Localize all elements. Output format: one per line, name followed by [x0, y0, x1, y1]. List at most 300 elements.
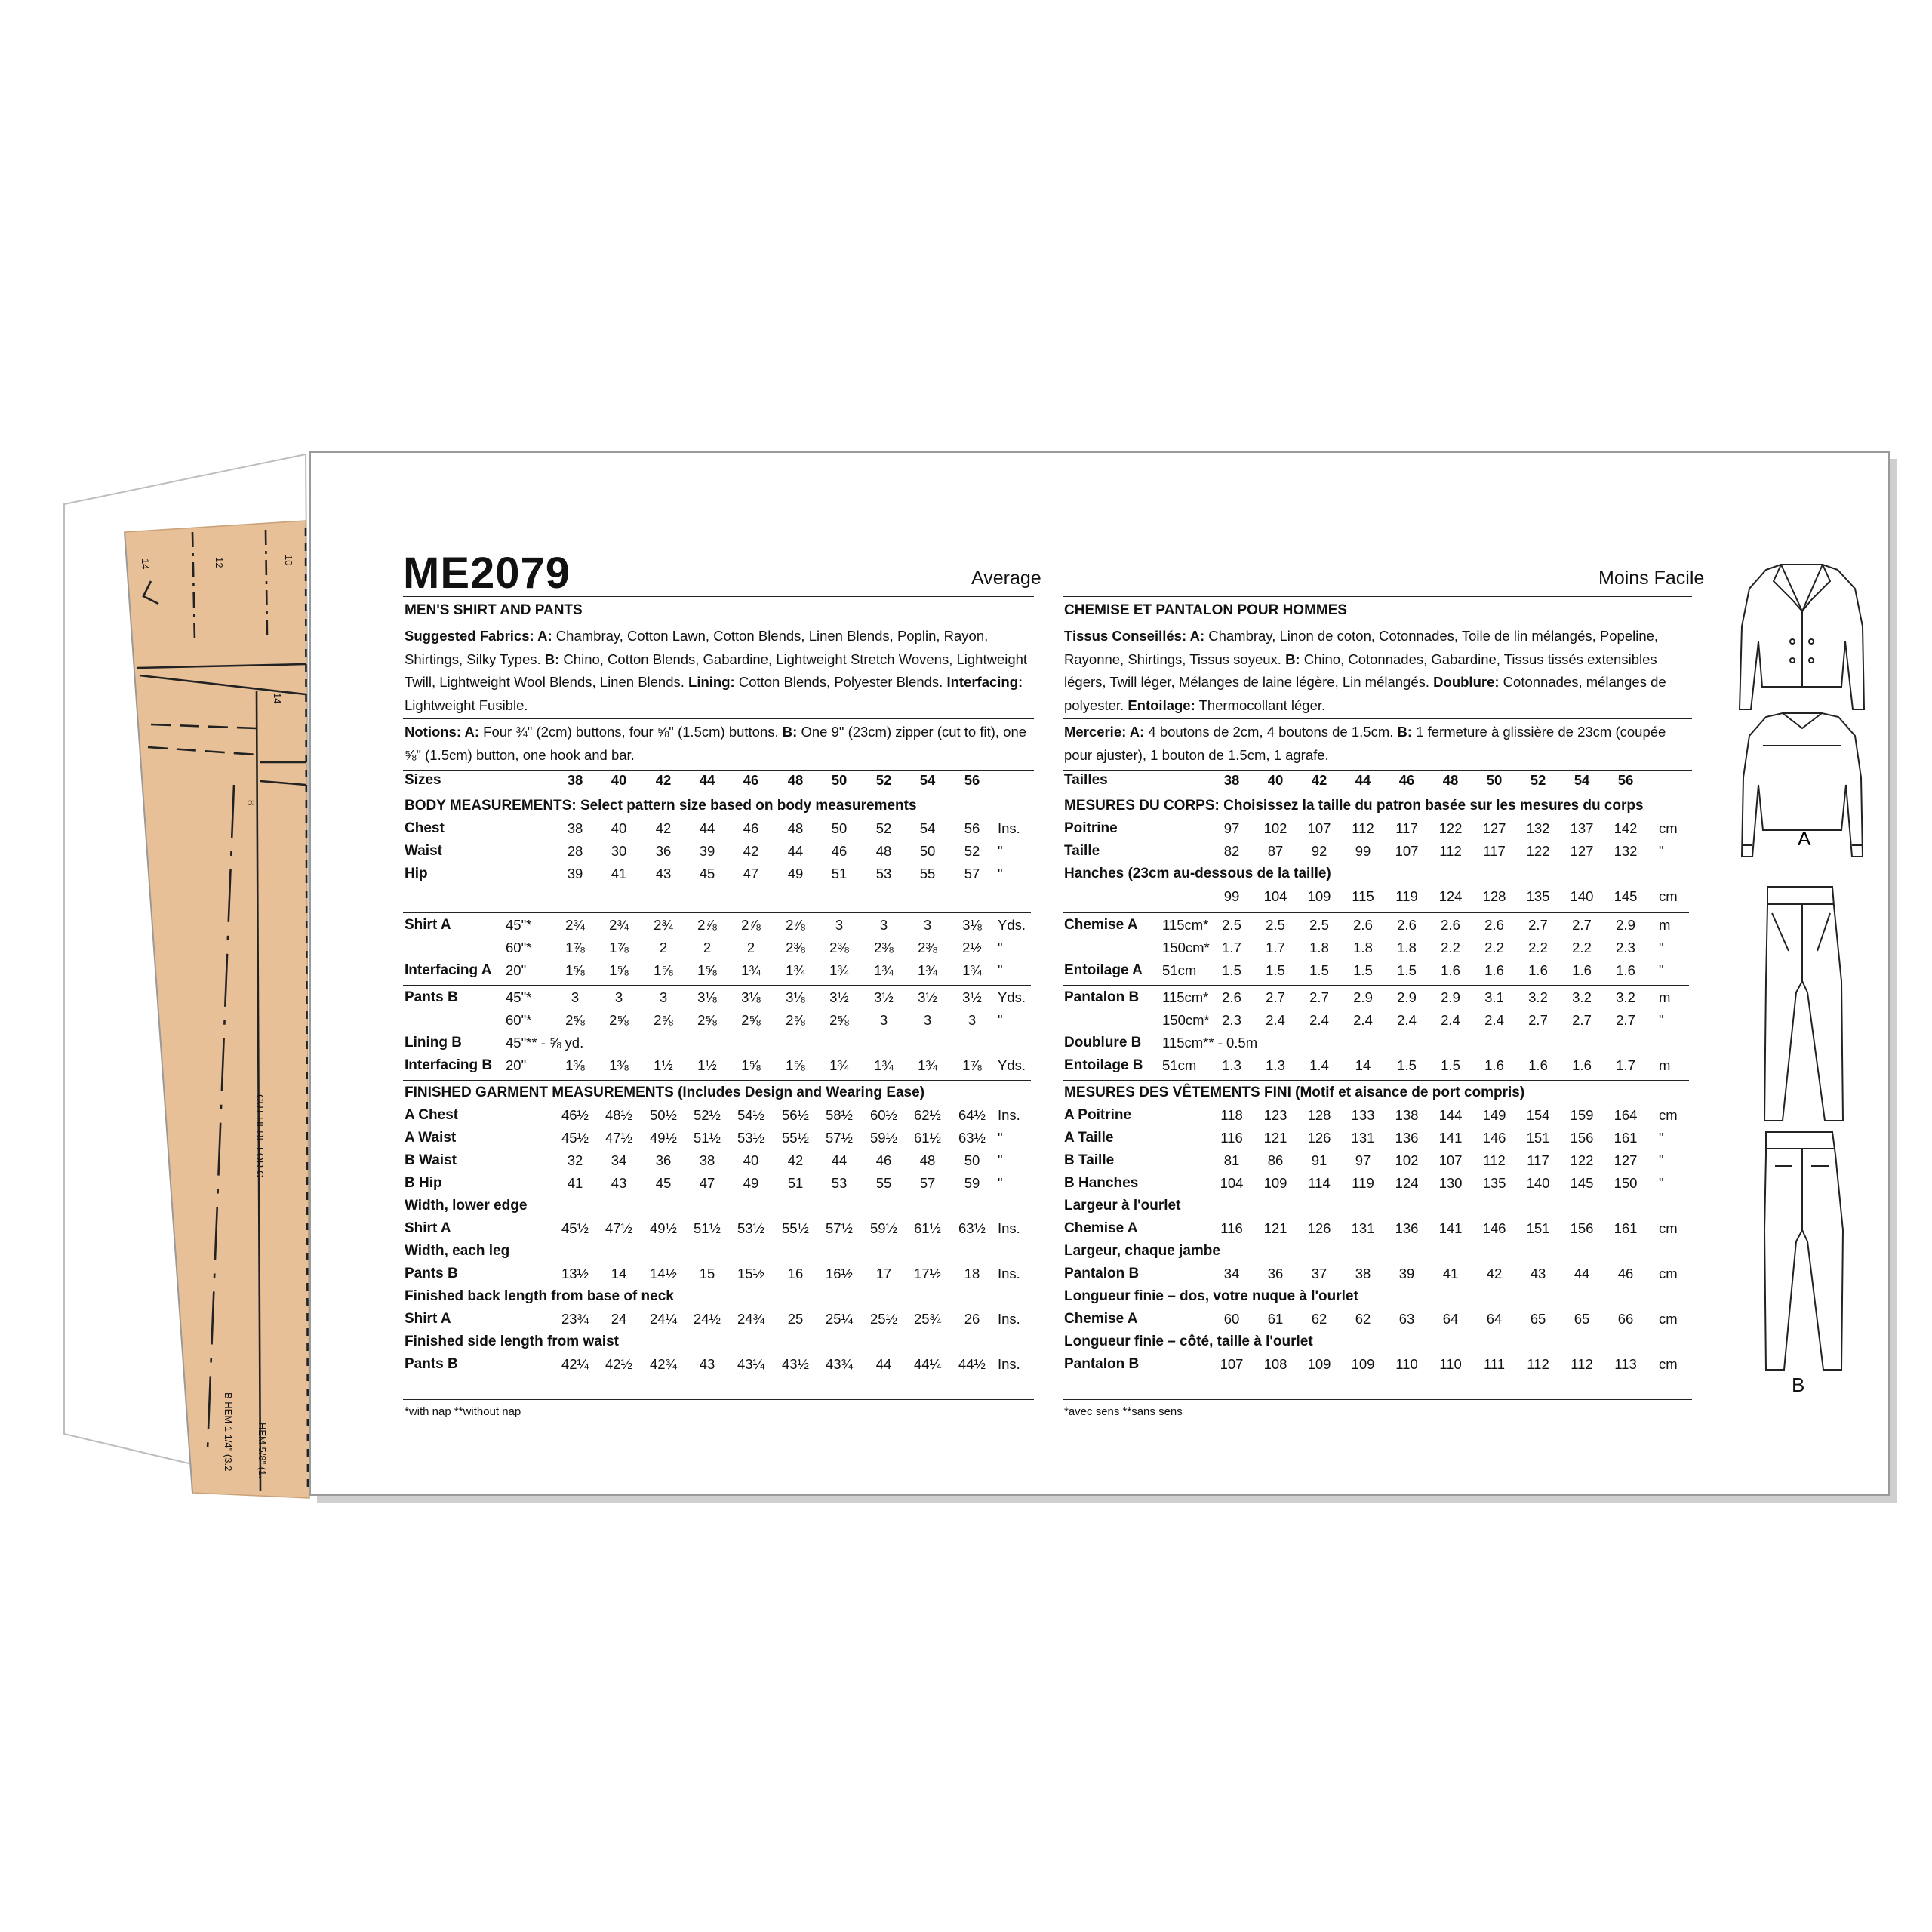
table-row [1064, 1356, 1690, 1377]
table-cell: 2¾ [609, 917, 629, 933]
table-cell: 164 [1614, 1107, 1638, 1123]
table-row [1064, 1130, 1690, 1151]
finished-measurements-heading: FINISHED GARMENT MEASUREMENTS (Includes Design and Wearing Ease) [405, 1084, 925, 1100]
row-label: Chest [405, 820, 445, 836]
table-cell: 47½ [605, 1220, 632, 1236]
table-cell: 121 [1263, 1130, 1287, 1146]
table-cell: 1.5 [1222, 962, 1241, 978]
table-cell: 59½ [869, 1130, 897, 1146]
table-cell: 43½ [781, 1356, 809, 1372]
size-header-cell: 48 [1442, 772, 1459, 788]
table-row [1064, 1288, 1690, 1309]
fabric-width: 60"* [506, 1012, 532, 1028]
table-cell: 49½ [649, 1220, 677, 1236]
table-cell: 1.6 [1441, 962, 1460, 978]
para-bold-run: Doublure: [1433, 674, 1500, 690]
table-cell: 1¾ [829, 962, 849, 978]
divider [403, 985, 1031, 986]
table-cell: 47 [743, 866, 759, 881]
table-cell: 2 [659, 940, 668, 955]
table-cell: 127 [1614, 1152, 1638, 1168]
table-cell: 2.2 [1572, 940, 1592, 955]
row-label: Finished side length from waist [405, 1334, 619, 1349]
table-cell: 65 [1574, 1311, 1590, 1327]
table-cell: 156 [1570, 1130, 1594, 1146]
row-label: B Taille [1064, 1152, 1115, 1168]
table-cell: 24½ [693, 1311, 721, 1327]
table-cell: 2.4 [1441, 1012, 1460, 1028]
table-cell: 42¾ [649, 1356, 677, 1372]
table-cell: 2.7 [1572, 1012, 1592, 1028]
table-row [1064, 1175, 1690, 1196]
table-row [1064, 1311, 1690, 1332]
table-cell: 122 [1526, 843, 1550, 859]
table-cell: 1.5 [1397, 962, 1417, 978]
table-cell: 42 [1486, 1266, 1503, 1281]
table-cell: 15 [699, 1266, 715, 1281]
table-cell: 45 [655, 1175, 672, 1191]
unit-label: Yds. [998, 917, 1026, 933]
finished-measurements-heading: MESURES DES VÊTEMENTS FINI (Motif et aisance de port compris) [1064, 1084, 1525, 1100]
table-cell: 3⅛ [962, 917, 982, 933]
unit-label: " [998, 940, 1003, 955]
body-measurements-heading: BODY MEASUREMENTS: Select pattern size based on body measurements [405, 798, 917, 814]
table-cell: 112 [1483, 1152, 1506, 1168]
row-label: Pantalon B [1064, 1266, 1140, 1281]
divider [1063, 596, 1692, 597]
table-cell: 63½ [958, 1220, 986, 1236]
table-cell: 57½ [825, 1130, 853, 1146]
table-cell: 109 [1351, 1356, 1375, 1372]
table-cell: 99 [1223, 888, 1240, 904]
table-cell: 116 [1220, 1130, 1243, 1146]
divider [1063, 718, 1692, 719]
row-label: Interfacing B [405, 1057, 493, 1073]
unit-label: " [1659, 1152, 1664, 1168]
table-cell: 2.2 [1441, 940, 1460, 955]
table-cell: 1½ [654, 1057, 673, 1073]
table-cell: 62 [1311, 1311, 1327, 1327]
row-label: B Hanches [1064, 1175, 1139, 1191]
table-cell: 122 [1438, 820, 1463, 836]
table-cell: 132 [1526, 820, 1550, 836]
row-label: A Taille [1064, 1130, 1114, 1146]
table-cell: 2⅜ [829, 940, 849, 955]
sizes-label: Sizes [405, 772, 441, 788]
size-header-cell: 38 [1223, 772, 1240, 788]
difficulty-level-fr: Moins Facile [1598, 568, 1705, 589]
table-cell: 2.9 [1353, 989, 1373, 1005]
unit-label: cm [1659, 1356, 1678, 1372]
table-cell: 42½ [605, 1356, 632, 1372]
table-cell: 102 [1395, 1152, 1419, 1168]
table-cell: 128 [1307, 1107, 1331, 1123]
table-cell: 48 [919, 1152, 936, 1168]
row-label: Doublure B [1064, 1035, 1142, 1051]
table-cell: 44 [699, 820, 715, 836]
table-cell: 2⅞ [786, 917, 805, 933]
size-header-cell: 46 [1398, 772, 1415, 788]
unit-label: " [1659, 1130, 1664, 1146]
table-cell: 46 [831, 843, 848, 859]
table-cell: 136 [1395, 1130, 1419, 1146]
table-cell: 36 [655, 1152, 672, 1168]
table-cell: 51 [831, 866, 848, 881]
table-cell: 112 [1571, 1356, 1593, 1372]
table-cell: 48 [787, 820, 804, 836]
sizes-header [405, 772, 1032, 793]
table-cell: 44 [875, 1356, 892, 1372]
table-cell: 2¾ [565, 917, 585, 933]
table-cell: 63 [1398, 1311, 1415, 1327]
table-cell: 52 [964, 843, 980, 859]
table-row [405, 1356, 1032, 1377]
table-cell: 130 [1438, 1175, 1463, 1191]
table-cell: 64½ [958, 1107, 986, 1123]
table-cell: 92 [1311, 843, 1327, 859]
table-cell: 150 [1614, 1175, 1638, 1191]
pattern-label-8: 8 [245, 800, 257, 806]
row-label: Shirt A [405, 1220, 451, 1236]
divider [1063, 912, 1689, 913]
table-cell: 2⅞ [741, 917, 761, 933]
table-cell: 53½ [737, 1130, 764, 1146]
table-cell: 38 [1355, 1266, 1371, 1281]
table-cell: 2.6 [1353, 917, 1373, 933]
table-cell: 1⅝ [786, 1057, 805, 1073]
unit-label: " [998, 1175, 1003, 1191]
row-label: Longueur finie – côté, taille à l'ourlet [1064, 1334, 1313, 1349]
divider [403, 596, 1034, 597]
para-bold-run: B: [782, 724, 798, 740]
table-cell: 3 [835, 917, 844, 933]
table-cell: 17½ [913, 1266, 941, 1281]
para-bold-run: A: [537, 628, 552, 644]
table-cell: 53½ [737, 1220, 764, 1236]
table-cell: 137 [1570, 820, 1594, 836]
table-cell: 2⅝ [829, 1012, 849, 1028]
table-cell: 3 [659, 989, 668, 1005]
table-cell: 161 [1614, 1220, 1638, 1236]
table-cell: 3 [923, 1012, 932, 1028]
table-cell: 112 [1352, 820, 1374, 836]
table-cell: 2.5 [1222, 917, 1241, 933]
table-cell: 1.8 [1353, 940, 1373, 955]
table-cell: 133 [1351, 1107, 1375, 1123]
table-cell: 1.6 [1528, 962, 1548, 978]
fabric-width: 150cm* [1162, 1012, 1210, 1028]
table-cell: 40 [611, 820, 627, 836]
table-cell: 109 [1263, 1175, 1287, 1191]
table-cell: 2.7 [1528, 917, 1548, 933]
unit-label: " [998, 843, 1003, 859]
table-cell: 3⅛ [697, 989, 717, 1005]
row-label: Entoilage B [1064, 1057, 1143, 1073]
unit-label: cm [1659, 1220, 1678, 1236]
table-cell: 46 [1617, 1266, 1634, 1281]
table-cell: 2 [746, 940, 755, 955]
pattern-title-fr: CHEMISE ET PANTALON POUR HOMMES [1064, 602, 1348, 618]
table-cell: 119 [1395, 888, 1418, 904]
suggested-fabrics [405, 625, 1031, 717]
table-cell: 48½ [605, 1107, 632, 1123]
table-cell: 2.7 [1309, 989, 1329, 1005]
table-cell: 42 [655, 820, 672, 836]
pattern-label-hem: HEM 5/8" (1. [257, 1423, 268, 1478]
unit-label: Ins. [998, 1356, 1020, 1372]
unit-label: " [1659, 843, 1664, 859]
table-cell: 107 [1220, 1356, 1244, 1372]
table-cell: 2.5 [1309, 917, 1329, 933]
table-cell: 39 [567, 866, 583, 881]
divider [403, 770, 1034, 771]
table-cell: 50 [964, 1152, 980, 1168]
table-cell: 63½ [958, 1130, 986, 1146]
table-cell: 1¾ [918, 962, 937, 978]
table-row [1064, 1035, 1690, 1056]
fabric-width: 45"** - ⅝ yd. [506, 1035, 584, 1051]
table-cell: 59 [964, 1175, 980, 1191]
table-cell: 3 [968, 1012, 977, 1028]
table-row [405, 1220, 1032, 1241]
table-cell: 41 [611, 866, 627, 881]
table-cell: 1.8 [1309, 940, 1329, 955]
row-label: Chemise A [1064, 1220, 1138, 1236]
table-cell: 141 [1438, 1130, 1463, 1146]
pants-front-illustration [1764, 887, 1843, 1121]
table-cell: 127 [1570, 843, 1594, 859]
size-header-cell: 40 [1267, 772, 1284, 788]
table-cell: 3⅛ [786, 989, 805, 1005]
unit-label: " [998, 1012, 1003, 1028]
para-bold-run: A: [464, 724, 479, 740]
table-cell: 2¾ [654, 917, 673, 933]
fabric-width: 60"* [506, 940, 532, 955]
table-cell: 1⅜ [609, 1057, 629, 1073]
table-cell: 2.9 [1397, 989, 1417, 1005]
row-label: Width, each leg [405, 1243, 510, 1259]
table-cell: 50 [919, 843, 936, 859]
row-label: B Hip [405, 1175, 442, 1191]
table-row [405, 1266, 1032, 1287]
table-cell: 135 [1526, 888, 1550, 904]
row-label: Pantalon B [1064, 989, 1140, 1005]
notions [405, 721, 1031, 767]
table-cell: 122 [1570, 1152, 1594, 1168]
pattern-label-14b: 14 [272, 693, 283, 704]
fabric-width: 20" [506, 1057, 527, 1073]
table-cell: 151 [1526, 1220, 1550, 1236]
table-cell: 61½ [913, 1130, 941, 1146]
divider [1063, 985, 1689, 986]
table-cell: 34 [1223, 1266, 1240, 1281]
table-row [1064, 1012, 1690, 1033]
row-label: Taille [1064, 843, 1100, 859]
table-row [1064, 1266, 1690, 1287]
row-label: Poitrine [1064, 820, 1118, 836]
sizes-label: Tailles [1064, 772, 1108, 788]
table-cell: 2.7 [1266, 989, 1285, 1005]
table-cell: 2.4 [1266, 1012, 1285, 1028]
table-cell: 117 [1395, 820, 1418, 836]
table-cell: 112 [1439, 843, 1462, 859]
table-cell: 2.9 [1616, 917, 1635, 933]
table-row [405, 1198, 1032, 1219]
body-measurements-heading: MESURES DU CORPS: Choisissez la taille du patron basée sur les mesures du corps [1064, 798, 1644, 814]
unit-label: Yds. [998, 1057, 1026, 1073]
table-cell: 3½ [829, 989, 849, 1005]
table-cell: 3 [879, 1012, 888, 1028]
table-cell: 2.3 [1616, 940, 1635, 955]
table-cell: 39 [699, 843, 715, 859]
table-cell: 118 [1220, 1107, 1243, 1123]
row-label: Largeur à l'ourlet [1064, 1198, 1181, 1214]
size-header-cell: 38 [567, 772, 583, 788]
para-text-run: Chambray, Cotton Lawn, Cotton Blends, Linen Blends, Poplin, Rayon, Shirtings, Silky Types. [405, 628, 989, 667]
para-text-run: Four ¾" (2cm) buttons, four ⅝" (1.5cm) buttons. [479, 724, 783, 740]
table-cell: 62½ [913, 1107, 941, 1123]
table-cell: 3 [923, 917, 932, 933]
para-bold-run: B: [1397, 724, 1413, 740]
table-cell: 1.7 [1616, 1057, 1635, 1073]
footnote-fr: *avec sens **sans sens [1064, 1405, 1183, 1418]
table-cell: 3½ [962, 989, 982, 1005]
table-cell: 1.6 [1572, 962, 1592, 978]
table-row [405, 1175, 1032, 1196]
garment-illustrations [1736, 558, 1872, 1389]
table-cell: 44 [1574, 1266, 1590, 1281]
table-cell: 40 [743, 1152, 759, 1168]
table-row [1064, 989, 1690, 1011]
table-cell: 53 [875, 866, 892, 881]
table-cell: 1.7 [1222, 940, 1241, 955]
para-bold-run: Interfacing: [946, 674, 1023, 690]
divider [403, 912, 1031, 913]
fabric-width: 20" [506, 962, 527, 978]
table-cell: 1.6 [1484, 1057, 1504, 1073]
table-cell: 117 [1483, 843, 1506, 859]
table-cell: 111 [1483, 1356, 1506, 1372]
table-cell: 1.5 [1309, 962, 1329, 978]
table-cell: 3.1 [1484, 989, 1504, 1005]
para-text-run: Chino, Cotton Blends, Gabardine, Lightweight Stretch Wovens, Lightweight Twill, Lightweight Wool Blends, Linen Blends. [405, 651, 1028, 690]
table-cell: 159 [1570, 1107, 1594, 1123]
table-cell: 1⅝ [654, 962, 673, 978]
divider [403, 718, 1034, 719]
row-label: Longueur finie – dos, votre nuque à l'ourlet [1064, 1288, 1358, 1304]
table-cell: 2⅜ [874, 940, 894, 955]
table-cell: 1.3 [1266, 1057, 1285, 1073]
table-cell: 2.4 [1309, 1012, 1329, 1028]
unit-label: Ins. [998, 1266, 1020, 1281]
table-cell: 65 [1530, 1311, 1546, 1327]
table-row [1064, 1057, 1690, 1078]
table-cell: 25 [787, 1311, 804, 1327]
para-text-run: 1 fermeture à glissière de 23cm (coupée pour ajuster), 1 bouton de 1.5cm, 1 agrafe. [1064, 724, 1666, 763]
pattern-title: MEN'S SHIRT AND PANTS [405, 602, 583, 618]
table-cell: 1.5 [1266, 962, 1285, 978]
table-row [405, 1012, 1032, 1033]
difficulty-level: Average [971, 568, 1041, 589]
table-cell: 58½ [825, 1107, 853, 1123]
table-row [1064, 866, 1690, 887]
row-label: Pants B [405, 1356, 458, 1372]
table-cell: 136 [1395, 1220, 1419, 1236]
size-header-cell: 50 [831, 772, 848, 788]
table-cell: 109 [1307, 1356, 1331, 1372]
table-cell: 59½ [869, 1220, 897, 1236]
table-cell: 2.6 [1484, 917, 1504, 933]
table-cell: 24¾ [737, 1311, 764, 1327]
table-cell: 39 [1398, 1266, 1415, 1281]
table-cell: 23¾ [561, 1311, 589, 1327]
para-bold-run: A: [1129, 724, 1145, 740]
table-cell: 61½ [913, 1220, 941, 1236]
table-cell: 2⅝ [565, 1012, 585, 1028]
table-cell: 46 [743, 820, 759, 836]
row-label: Entoilage A [1064, 962, 1143, 978]
table-cell: 3 [571, 989, 580, 1005]
table-cell: 1⅝ [565, 962, 585, 978]
table-cell: 1.6 [1572, 1057, 1592, 1073]
table-row [405, 989, 1032, 1011]
table-cell: 16 [787, 1266, 804, 1281]
table-row [1064, 1334, 1690, 1355]
table-row [1064, 1220, 1690, 1241]
table-cell: 1½ [697, 1057, 717, 1073]
table-cell: 16½ [825, 1266, 853, 1281]
table-cell: 38 [699, 1152, 715, 1168]
table-cell: 45½ [561, 1130, 589, 1146]
table-cell: 36 [655, 843, 672, 859]
para-text-run: Chino, Cotonnades, Gabardine, Tissus tissés extensibles légers, Twill léger, Mélanges de laine légère, Lin mélangés. [1064, 651, 1657, 690]
table-row [1064, 1198, 1690, 1219]
table-cell: 1.6 [1484, 962, 1504, 978]
unit-label: cm [1659, 1311, 1678, 1327]
table-row [405, 1288, 1032, 1309]
table-cell: 91 [1311, 1152, 1327, 1168]
unit-label: " [998, 1130, 1003, 1146]
para-bold-run: B: [544, 651, 560, 667]
table-cell: 44 [787, 843, 804, 859]
table-cell: 2.9 [1441, 989, 1460, 1005]
table-cell: 36 [1267, 1266, 1284, 1281]
table-row [405, 1057, 1032, 1078]
pattern-label-10: 10 [283, 555, 294, 566]
table-cell: 2.2 [1484, 940, 1504, 955]
table-cell: 104 [1220, 1175, 1244, 1191]
table-cell: 1.6 [1616, 962, 1635, 978]
table-cell: 1⅝ [697, 962, 717, 978]
table-cell: 1¾ [918, 1057, 937, 1073]
table-cell: 49 [743, 1175, 759, 1191]
table-cell: 55½ [781, 1220, 809, 1236]
table-cell: 2.6 [1441, 917, 1460, 933]
table-cell: 2⅝ [697, 1012, 717, 1028]
pattern-label-bhem: B HEM 1 1/4" (3.2 [223, 1392, 234, 1472]
table-cell: 1⅝ [609, 962, 629, 978]
table-cell: 104 [1263, 888, 1287, 904]
table-cell: 2⅜ [918, 940, 937, 955]
row-label: A Chest [405, 1107, 459, 1123]
table-cell: 1¾ [829, 1057, 849, 1073]
table-cell: 44¼ [913, 1356, 941, 1372]
table-cell: 56 [964, 820, 980, 836]
para-bold-run: Mercerie: [1064, 724, 1130, 740]
table-cell: 146 [1482, 1130, 1506, 1146]
table-cell: 53 [831, 1175, 848, 1191]
fabric-width: 115cm* [1162, 917, 1209, 933]
